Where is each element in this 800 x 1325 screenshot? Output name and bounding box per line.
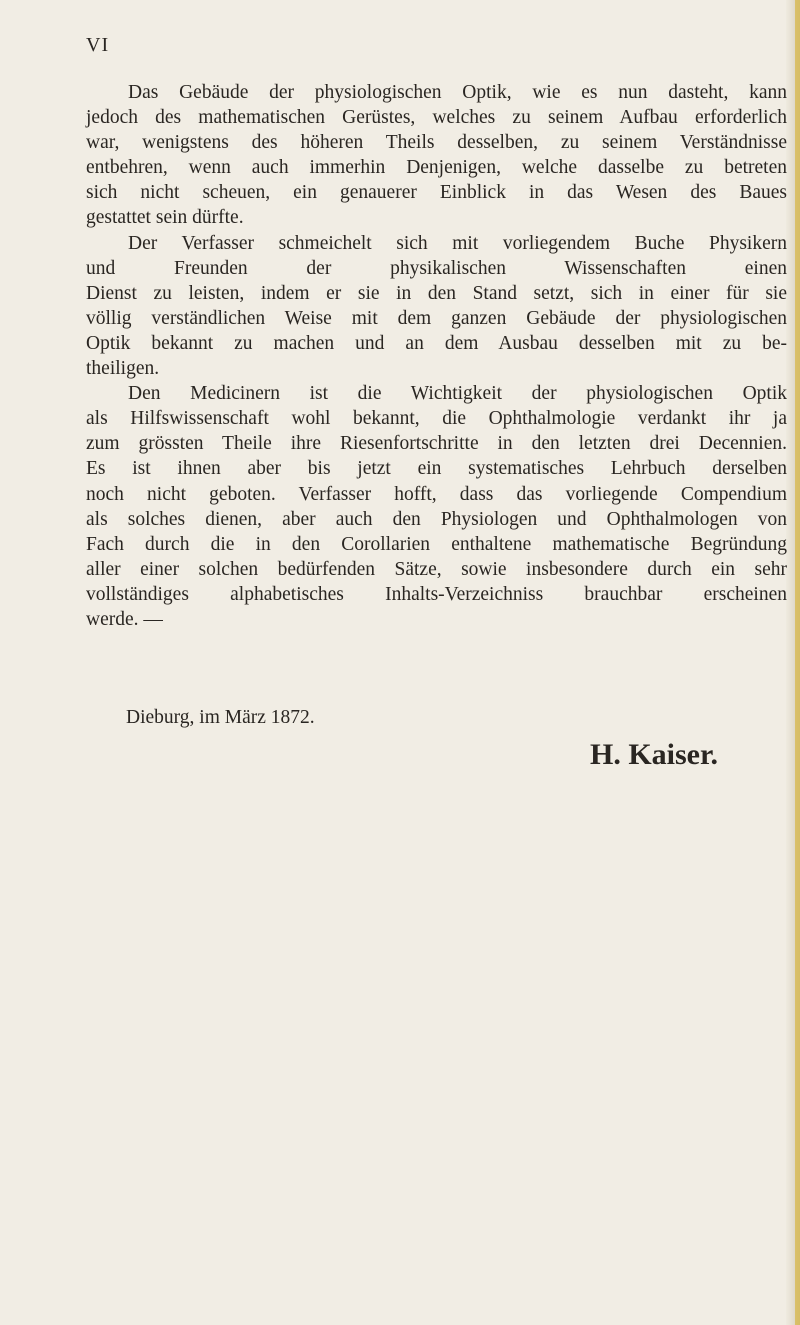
paragraph-2: [86, 231, 787, 382]
text-line: Dienst zu leisten, indem er sie in den Stand setzt, sich in einer für sie: [86, 282, 787, 304]
text-line: noch nicht geboten. Verfasser hofft, dass das vorliegende Compendium: [86, 483, 787, 505]
text-line: Der Verfasser schmeichelt sich mit vorliegendem Buche Physikern: [128, 232, 787, 254]
text-line: aller einer solchen bedürfenden Sätze, sowie insbesondere durch ein sehr: [86, 558, 787, 580]
text-line: als solches dienen, aber auch den Physiologen und Ophthalmologen von: [86, 508, 787, 530]
place-date: Dieburg, im März 1872.: [126, 707, 315, 728]
page-edge-strip: [795, 0, 800, 1325]
author-signature: H. Kaiser.: [590, 738, 719, 771]
text-line: entbehren, wenn auch immerhin Denjenigen, welche dasselbe zu betreten: [86, 157, 787, 179]
text-line: werde. —: [86, 608, 163, 630]
text-line: jedoch des mathematischen Gerüstes, welches zu seinem Aufbau erforderlich: [86, 107, 787, 129]
text-line: Es ist ihnen aber bis jetzt ein systematisches Lehrbuch derselben: [86, 458, 787, 480]
page-number: VI: [86, 34, 110, 56]
text-line: vollständiges alphabetisches Inhalts-Verzeichniss brauchbar erscheinen: [86, 583, 787, 605]
paragraph-3: [86, 381, 787, 632]
text-line: gestattet sein dürfte.: [86, 207, 244, 229]
text-line: Fach durch die in den Corollarien enthaltene mathematische Begründung: [86, 533, 787, 555]
text-line: theiligen.: [86, 358, 160, 380]
text-line: als Hilfswissenschaft wohl bekannt, die Ophthalmologie verdankt ihr ja: [86, 408, 787, 430]
preface-text: [86, 80, 787, 632]
text-line: Den Medicinern ist die Wichtigkeit der physiologischen Optik: [128, 383, 787, 405]
text-line: war, wenigstens des höheren Theils desselben, zu seinem Verständnisse: [86, 132, 787, 154]
text-line: Optik bekannt zu machen und an dem Ausbau desselben mit zu be-: [86, 332, 787, 354]
paragraph-1: [86, 80, 787, 231]
text-line: und Freunden der physikalischen Wissenschaften einen: [86, 257, 787, 279]
text-line: zum grössten Theile ihre Riesenfortschritte in den letzten drei Decennien.: [86, 433, 787, 455]
text-line: völlig verständlichen Weise mit dem ganzen Gebäude der physiologischen: [86, 307, 787, 329]
text-line: Das Gebäude der physiologischen Optik, wie es nun dasteht, kann: [128, 82, 787, 103]
text-line: sich nicht scheuen, ein genauerer Einblick in das Wesen des Baues: [86, 182, 787, 204]
